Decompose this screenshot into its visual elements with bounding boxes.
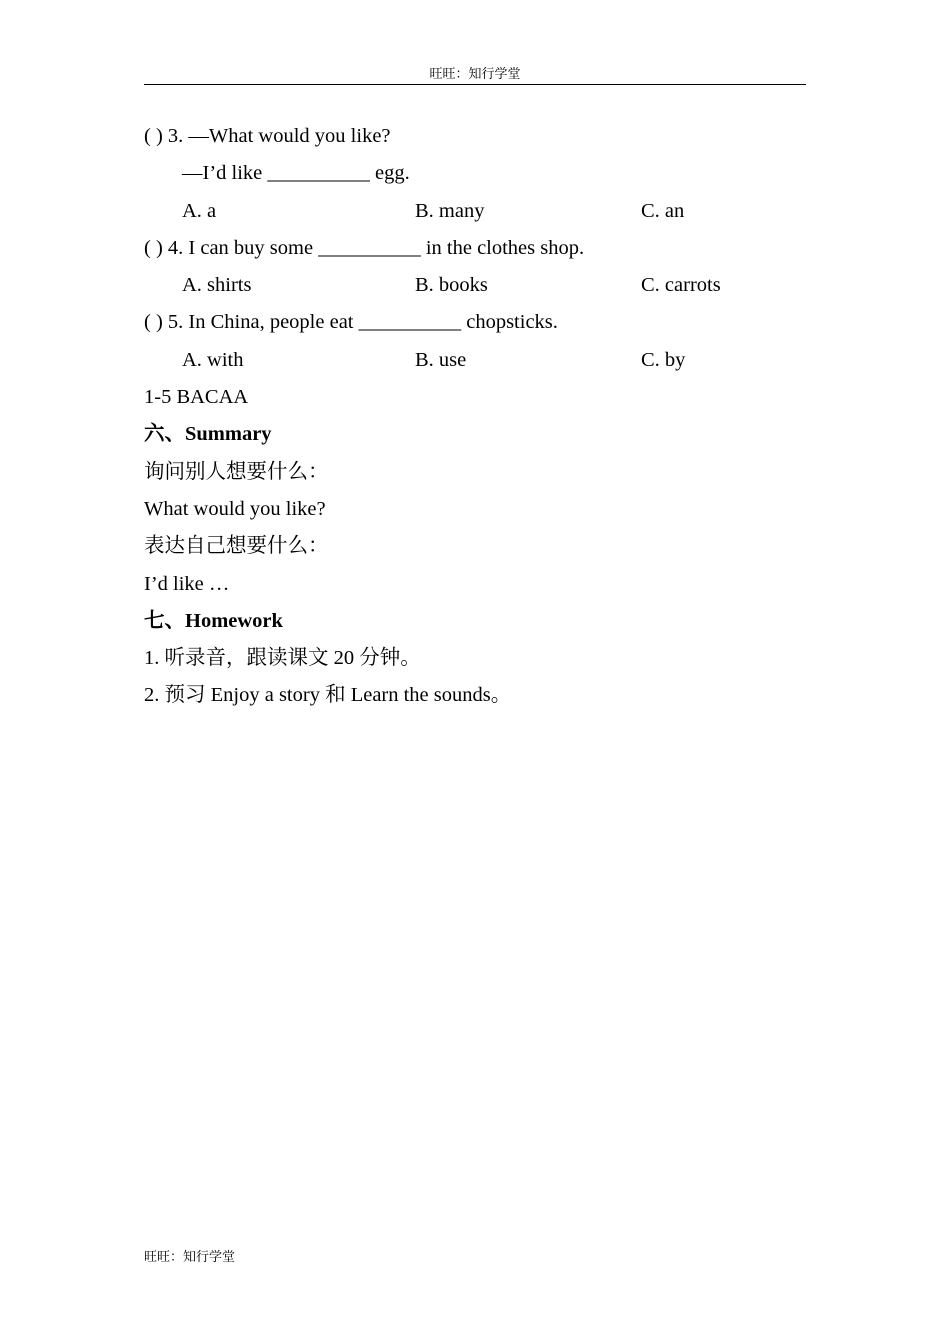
question-5-option-a: A. with — [182, 348, 244, 371]
homework-item-2: 2. 预习 Enjoy a story 和 Learn the sounds。 — [144, 684, 512, 707]
question-3-options — [144, 193, 806, 230]
question-4-option-c: C. carrots — [641, 274, 721, 297]
document-body — [144, 118, 806, 715]
question-3-option-c: C. an — [641, 199, 685, 222]
summary-line-express-sentence: I’d like … — [144, 572, 230, 595]
question-5-options — [144, 342, 806, 379]
answer-key: 1-5 BACAA — [144, 386, 249, 409]
page-header — [144, 64, 806, 85]
page-footer — [144, 1247, 235, 1267]
question-3-sub: —I’d like __________ egg. — [182, 162, 410, 185]
homework-heading: 七、Homework — [144, 609, 283, 632]
homework-item-1: 1. 听录音，跟读课文 20 分钟。 — [144, 647, 421, 670]
question-4-stem: ( ) 4. I can buy some __________ in the clothes shop. — [144, 236, 585, 259]
question-4-option-b: B. books — [415, 274, 488, 297]
question-3-option-b: B. many — [415, 199, 485, 222]
question-3-stem: ( ) 3. —What would you like? — [144, 125, 391, 147]
footer-text: 旺旺：知行学堂 — [144, 1249, 236, 1264]
summary-heading: 六、Summary — [144, 423, 272, 446]
summary-line-express-label: 表达自己想要什么： — [144, 535, 329, 558]
header-text: 旺旺：知行学堂 — [429, 66, 521, 81]
question-5-option-c: C. by — [641, 348, 686, 371]
question-4-options — [144, 267, 806, 304]
summary-line-ask-sentence: What would you like? — [144, 497, 326, 520]
question-5-stem: ( ) 5. In China, people eat __________ chopsticks. — [144, 311, 558, 334]
question-4-option-a: A. shirts — [182, 274, 252, 297]
question-3-option-a: A. a — [182, 199, 217, 222]
summary-line-ask-label: 询问别人想要什么： — [144, 460, 329, 483]
question-5-option-b: B. use — [415, 348, 467, 371]
